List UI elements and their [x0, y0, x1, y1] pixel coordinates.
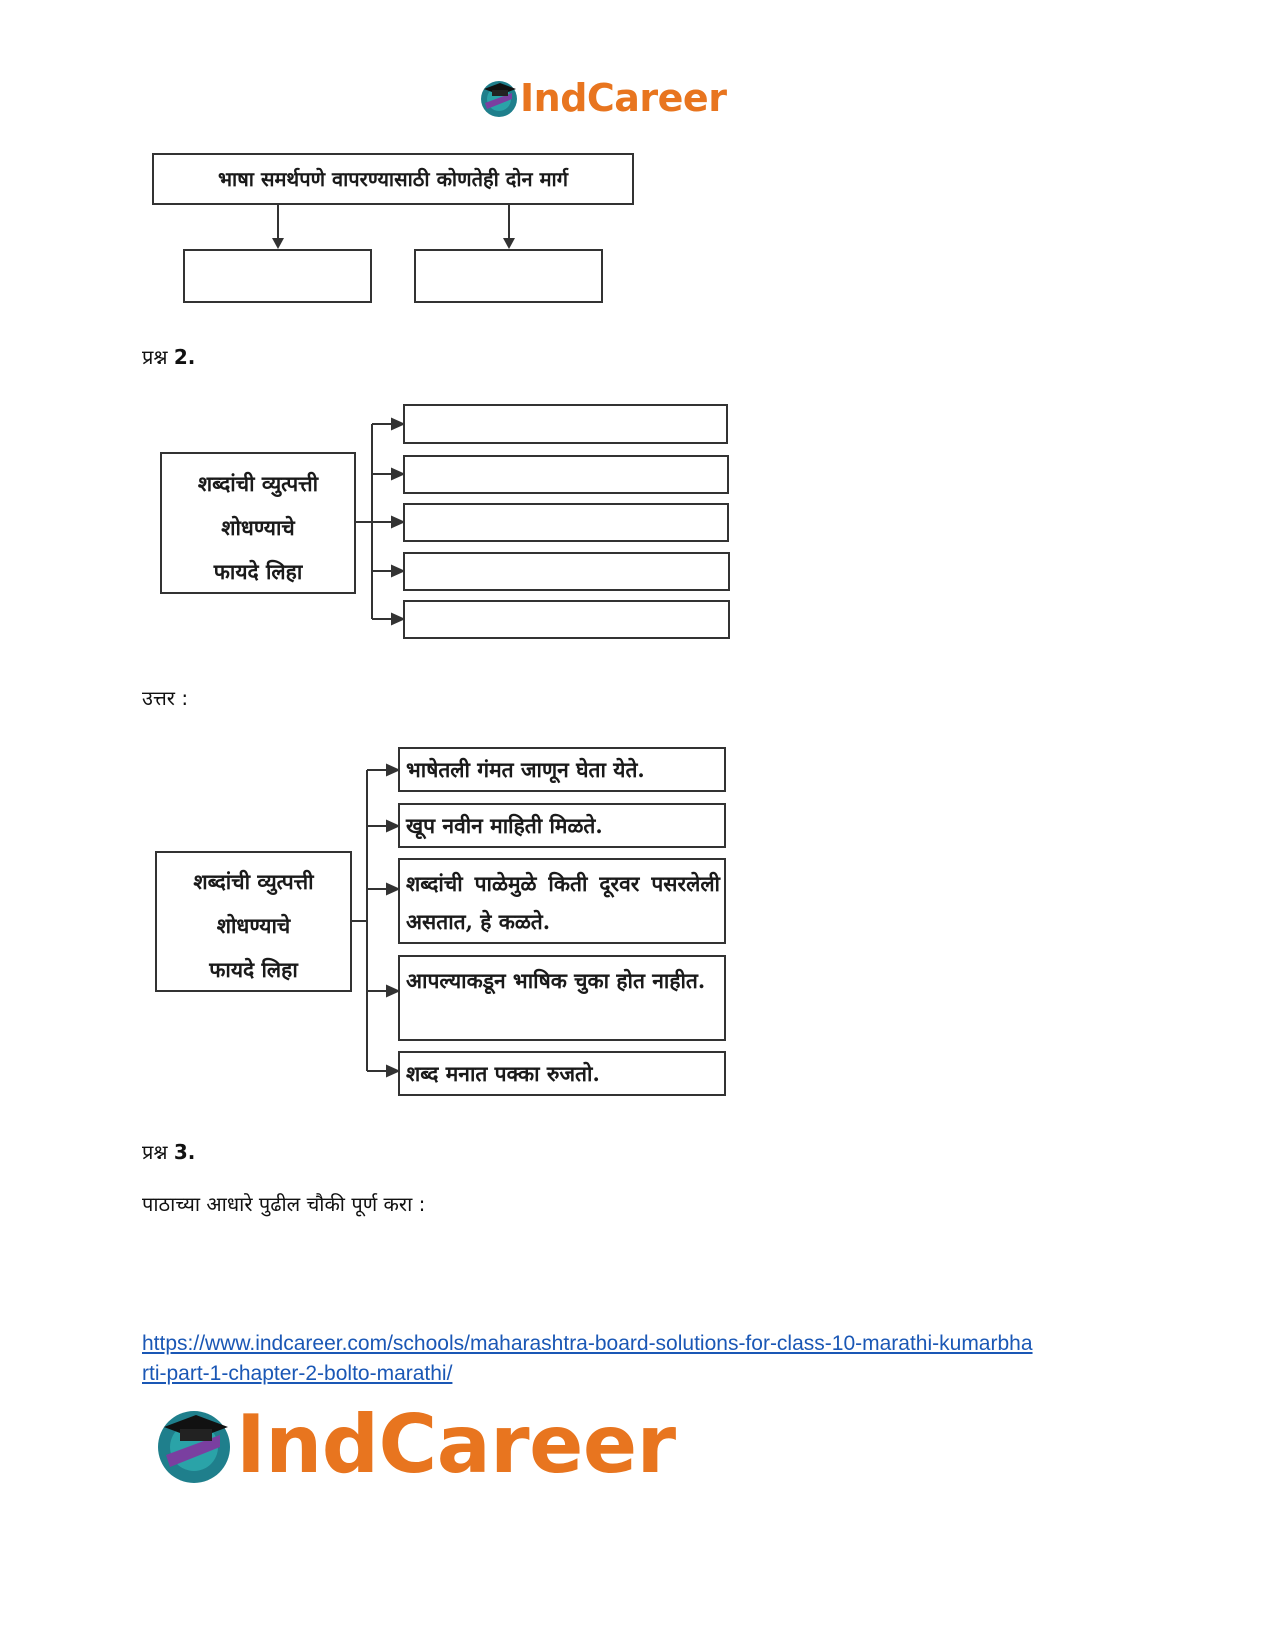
graduation-globe-icon: [152, 1403, 236, 1487]
footer-logo: [152, 1398, 676, 1491]
center-line-1: शब्दांची व्युत्पत्ती: [193, 869, 314, 894]
question-number: 2.: [173, 345, 196, 369]
diagram3-answer-3: शब्दांची पाळेमुळे किती दूरवर पसरलेली असतात, हे कळते.: [406, 871, 720, 934]
source-link-line-2: rti-part-1-chapter-2-bolto-marathi/: [142, 1362, 453, 1385]
diagram1-title: भाषा समर्थपणे वापरण्यासाठी कोणतेही दोन मार्ग: [218, 167, 568, 191]
diagram3-answer-1: भाषेतली गंमत जाणून घेता येते.: [406, 757, 645, 782]
center-line-1: शब्दांची व्युत्पत्ती: [197, 471, 319, 496]
question-3-heading: [142, 1138, 195, 1165]
diagram3-answer-4: आपल्याकडून भाषिक चुका होत नाहीत.: [406, 968, 706, 993]
source-link[interactable]: [142, 1329, 1142, 1389]
source-link-line-1: https://www.indcareer.com/schools/maharashtra-board-solutions-for-class-10-marathi-kumarbha: [142, 1332, 1033, 1355]
brand-name: IndCareer: [236, 1398, 676, 1491]
center-line-2: शोधण्याचे: [216, 913, 291, 938]
answer-heading: उत्तर :: [142, 686, 189, 710]
diagram3-answer-2: खूप नवीन माहिती मिळते.: [406, 813, 603, 838]
question-number: 3.: [173, 1140, 196, 1164]
center-line-3: फायदे लिहा: [213, 559, 303, 584]
question-label: प्रश्न: [142, 1140, 168, 1164]
question-label: प्रश्न: [142, 345, 168, 369]
center-line-2: शोधण्याचे: [221, 515, 295, 540]
brand-name: IndCareer: [520, 76, 727, 120]
center-line-3: फायदे लिहा: [209, 957, 298, 982]
question-3-text: पाठाच्या आधारे पुढील चौकी पूर्ण करा :: [142, 1192, 426, 1216]
diagram3-answer-5: शब्द मनात पक्का रुजतो.: [406, 1061, 600, 1086]
